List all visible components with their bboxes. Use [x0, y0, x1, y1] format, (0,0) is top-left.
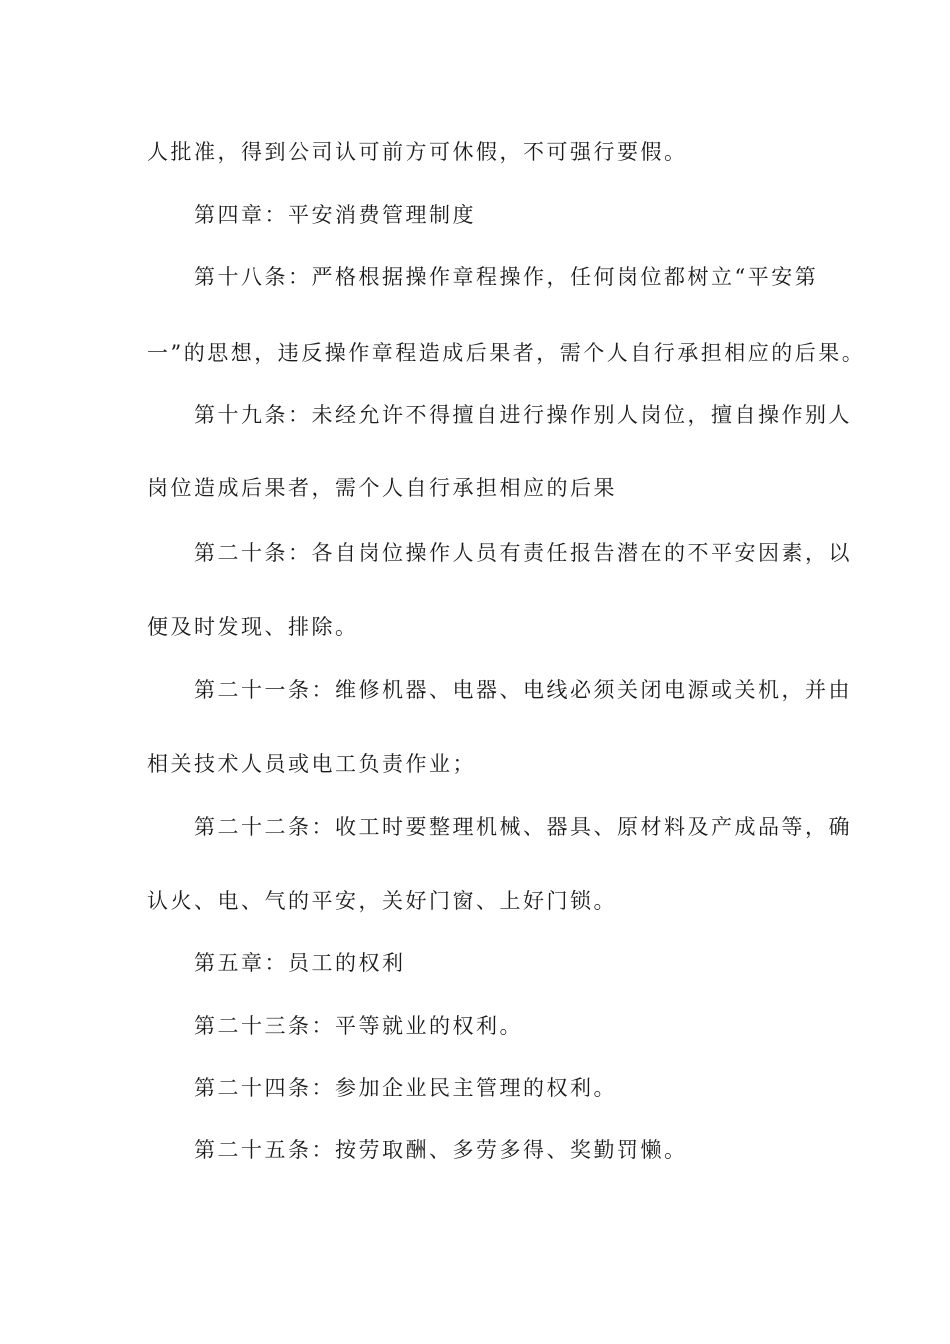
article-21-line-2: 相关技术人员或电工负责作业； — [147, 752, 476, 776]
chapter-heading-5: 第五章：员工的权利 — [194, 951, 406, 975]
article-18-line-2: 一”的思想，违反操作章程造成后果者，需个人自行承担相应的后果。 — [147, 341, 866, 365]
article-19-line-1: 第十九条：未经允许不得擅自进行操作别人岗位，擅自操作别人 — [194, 403, 852, 427]
article-20-line-2: 便及时发现、排除。 — [147, 615, 359, 639]
article-24: 第二十四条：参加企业民主管理的权利。 — [194, 1076, 617, 1100]
article-19-line-2: 岗位造成后果者，需个人自行承担相应的后果 — [147, 476, 617, 500]
article-18-line-1: 第十八条：严格根据操作章程操作，任何岗位都树立“平安第 — [194, 265, 819, 289]
text-line-continuation: 人批准，得到公司认可前方可休假，不可强行要假。 — [147, 140, 688, 164]
article-22-line-2: 认火、电、气的平安，关好门窗、上好门锁。 — [147, 889, 617, 913]
chapter-heading-4: 第四章：平安消费管理制度 — [194, 203, 476, 227]
article-20-line-1: 第二十条：各自岗位操作人员有责任报告潜在的不平安因素，以 — [194, 541, 852, 565]
article-23: 第二十三条：平等就业的权利。 — [194, 1014, 523, 1038]
article-22-line-1: 第二十二条：收工时要整理机械、器具、原材料及产成品等，确 — [194, 815, 852, 839]
article-21-line-1: 第二十一条：维修机器、电器、电线必须关闭电源或关机，并由 — [194, 678, 852, 702]
article-25: 第二十五条：按劳取酬、多劳多得、奖勤罚懒。 — [194, 1138, 688, 1162]
